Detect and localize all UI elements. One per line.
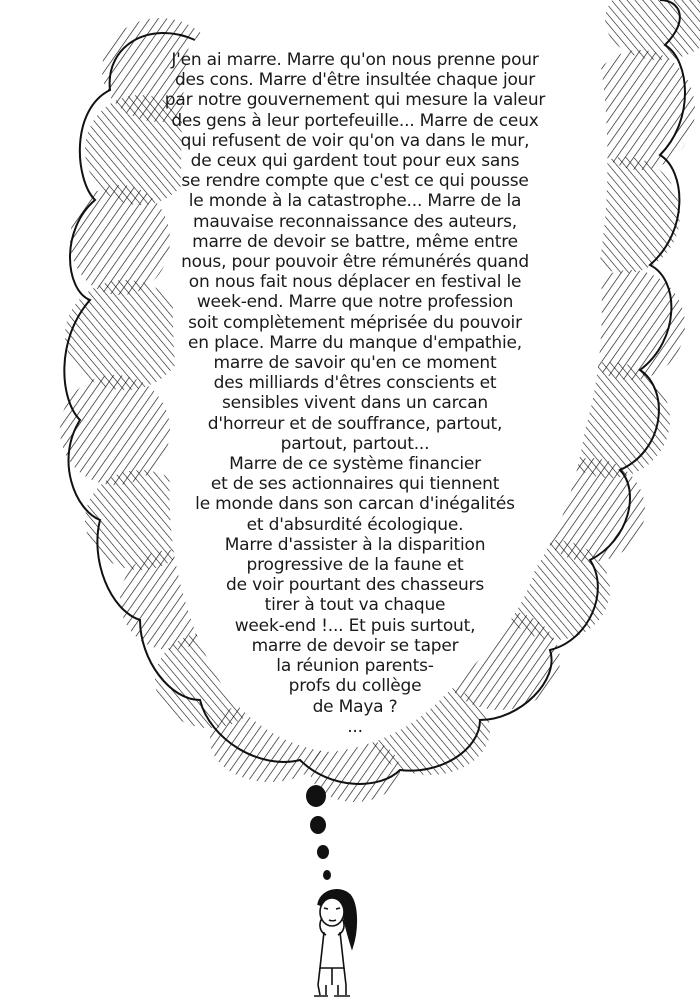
thought-line: qui refusent de voir qu'on va dans le mur, <box>180 130 530 151</box>
thought-line: de Maya ? <box>312 696 398 717</box>
thought-line: des milliards d'êtres conscients et <box>213 373 497 394</box>
thought-line: mauvaise reconnaissance des auteurs, <box>193 211 517 232</box>
thought-trail <box>306 785 331 880</box>
thought-line: de ceux qui gardent tout pour eux sans <box>190 151 520 172</box>
thought-line: nous, pour pouvoir être rémunérés quand <box>181 252 529 273</box>
thought-line: la réunion parents- <box>276 656 434 677</box>
thinking-girl-figure <box>314 890 356 996</box>
thought-line: marre de devoir se battre, même entre <box>192 231 518 252</box>
thought-line: Marre d'assister à la disparition <box>224 534 486 555</box>
thought-line: par notre gouvernement qui mesure la valeur <box>164 90 546 111</box>
thought-line: le monde dans son carcan d'inégalités <box>195 494 515 515</box>
thought-line: tirer à tout va chaque <box>264 595 446 616</box>
thought-line: partout, partout... <box>280 433 430 454</box>
thought-line: le monde à la catastrophe... Marre de la <box>188 191 522 212</box>
thought-line: de voir pourtant des chasseurs <box>226 575 484 596</box>
thought-line: profs du collège <box>288 676 422 697</box>
thought-line: des gens à leur portefeuille... Marre de ceux <box>171 110 539 131</box>
thought-line: progressive de la faune et <box>246 555 464 576</box>
thought-bubble-text <box>150 50 560 737</box>
thought-line: Marre de ce système financier <box>229 454 481 475</box>
thought-line: soit complètement méprisée du pouvoir <box>188 312 522 333</box>
thought-line: week-end !... Et puis surtout, <box>234 615 476 636</box>
thought-line: on nous fait nous déplacer en festival le <box>188 272 522 293</box>
thought-line: marre de savoir qu'en ce moment <box>213 353 497 374</box>
thought-line: des cons. Marre d'être insultée chaque jour <box>174 70 536 91</box>
thought-line: J'en ai marre. Marre qu'on nous prenne pour <box>171 50 539 70</box>
thought-line: marre de devoir se taper <box>251 635 459 656</box>
thought-line: se rendre compte que c'est ce qui pousse <box>181 171 529 192</box>
thought-line: d'horreur et de souffrance, partout, <box>207 413 503 434</box>
thought-line: ... <box>347 716 363 737</box>
thought-line: et d'absurdité écologique. <box>246 514 464 535</box>
thought-line: en place. Marre du manque d'empathie, <box>188 332 522 353</box>
thought-line: week-end. Marre que notre profession <box>196 292 514 313</box>
thought-line: et de ses actionnaires qui tiennent <box>210 474 500 495</box>
thought-line: sensibles vivent dans un carcan <box>222 393 488 414</box>
